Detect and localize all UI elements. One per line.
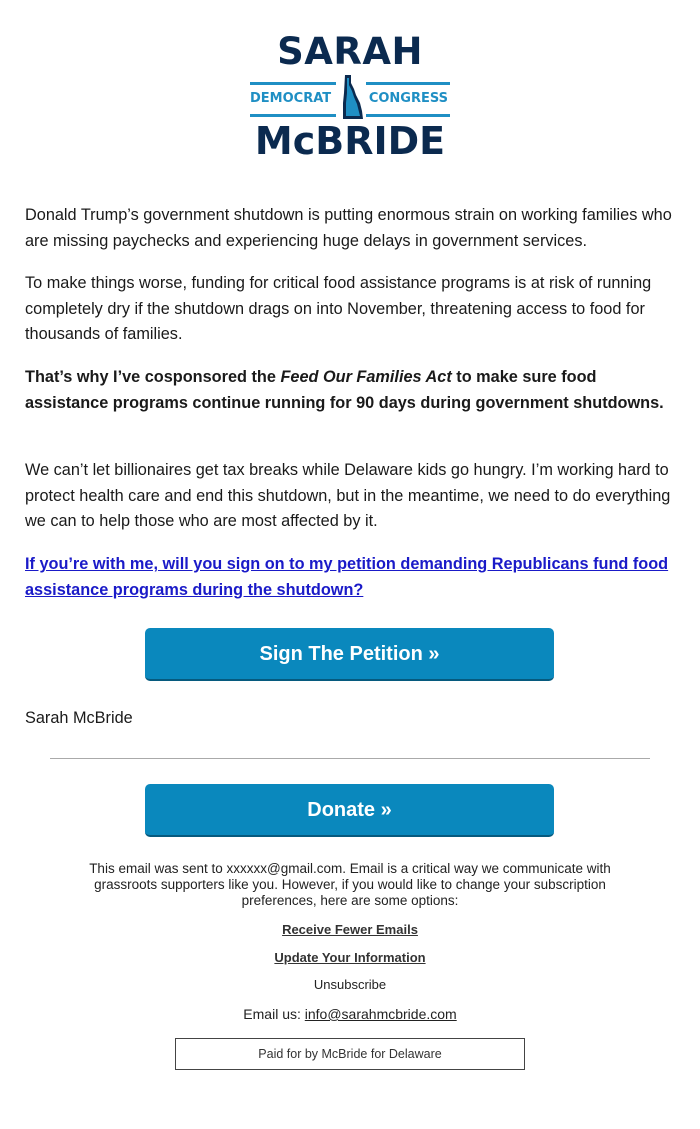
logo-last-name: McBRIDE — [254, 119, 446, 163]
paragraph-shutdown: Donald Trump’s government shutdown is putting enormous strain on working families who are missing paychecks and experiencing huge delays in government services. — [25, 206, 672, 250]
logo-middle-band — [248, 79, 452, 117]
bill-name: Feed Our Families Act — [280, 368, 452, 386]
contact-email-link[interactable]: info@sarahmcbride.com — [304, 1006, 457, 1022]
petition-text-link[interactable]: If you’re with me, will you sign on to my petition demanding Republicans fund food assistance programs during the shutdown? — [25, 555, 669, 599]
email-us-line — [0, 1006, 700, 1022]
paragraph-cosponsor — [25, 365, 680, 416]
paid-for-disclaimer: Paid for by McBride for Delaware — [175, 1038, 525, 1070]
cosponsor-text-start: That’s why I’ve cosponsored the — [25, 368, 281, 386]
paragraph-billionaires: We can’t let billionaires get tax breaks while Delaware kids go hungry. I’m working hard to protect health care and end this shutdown, but in the meantime, we need to do everything we can to help those who are most affected by it. — [25, 461, 671, 530]
footer-divider — [50, 758, 650, 759]
update-information-link[interactable]: Update Your Information — [274, 950, 426, 965]
campaign-logo — [248, 32, 452, 162]
logo-congress-text: CONGRESS — [368, 91, 448, 106]
paragraph-food-funding: To make things worse, funding for critical food assistance programs is at risk of running completely dry if the shutdown drags on into November, threatening access to food for thousands of families. — [25, 274, 652, 343]
email-us-label: Email us: — [243, 1006, 305, 1022]
donate-button[interactable]: Donate » — [145, 784, 554, 837]
unsubscribe-link[interactable]: Unsubscribe — [313, 977, 387, 992]
receive-fewer-emails-link[interactable]: Receive Fewer Emails — [282, 922, 418, 937]
delaware-state-icon — [336, 73, 366, 123]
logo-democrat-text: DEMOCRAT — [250, 91, 332, 106]
sign-petition-button[interactable]: Sign The Petition » — [145, 628, 554, 681]
logo-first-name: SARAH — [277, 30, 423, 73]
footer-notice: This email was sent to xxxxxx@gmail.com. Email is a critical way we communicate with grassroots supporters like you. However, if you would like to change your subscription preferences, here are some options: — [89, 861, 611, 908]
cosponsor-text-end: to make sure food assistance programs continue running for 90 days during government shutdowns. — [25, 368, 664, 412]
signature-name: Sarah McBride — [25, 709, 133, 727]
